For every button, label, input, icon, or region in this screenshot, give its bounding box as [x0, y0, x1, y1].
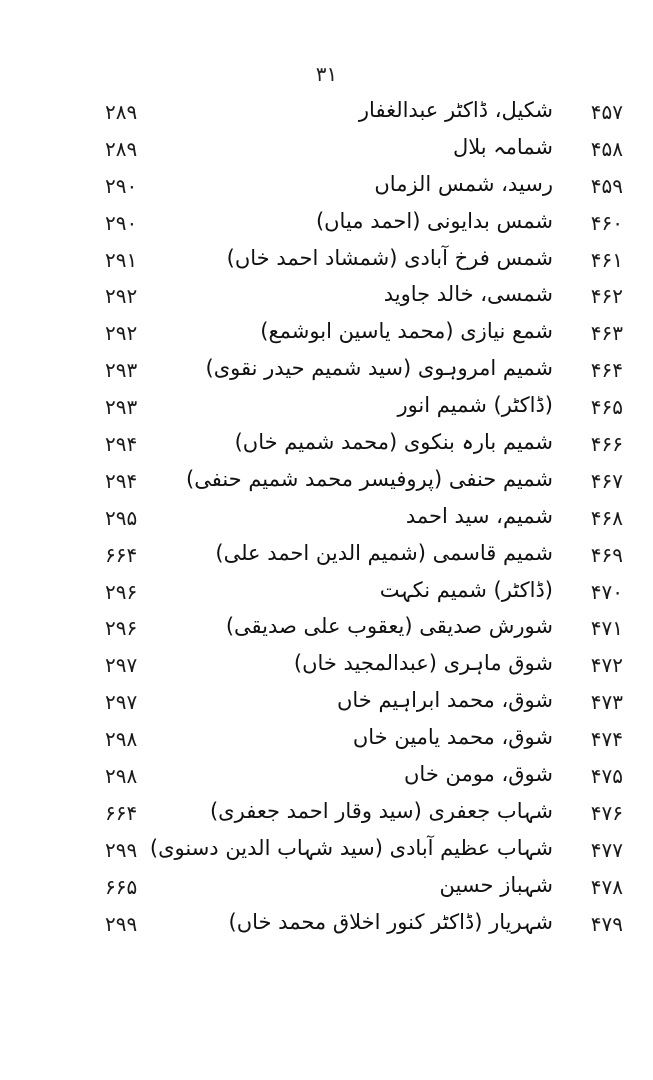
serial-number: ۴۶۰: [590, 210, 623, 235]
index-row: [0, 686, 653, 723]
page-reference: ۲۹۷: [105, 690, 138, 715]
serial-number: ۴۷۷: [590, 837, 623, 862]
index-row: [0, 133, 653, 170]
poet-name: شوق، محمد ابراہیم خاں: [336, 688, 553, 713]
serial-number: ۴۶۴: [590, 358, 623, 383]
page-reference: ۲۹۹: [105, 837, 138, 862]
page-reference: ۶۶۴: [105, 800, 138, 825]
index-row: [0, 723, 653, 760]
poet-name: شوق، مومن خاں: [404, 762, 553, 787]
serial-number: ۴۶۲: [590, 284, 623, 309]
page-reference: ۲۹۰: [105, 210, 138, 235]
index-row: [0, 871, 653, 908]
page-reference: ۲۹۶: [105, 579, 138, 604]
page-reference: ۲۹۸: [105, 727, 138, 752]
page-reference: ۲۸۹: [105, 136, 138, 161]
poet-name: شورش صدیقی (یعقوب علی صدیقی): [225, 614, 553, 639]
serial-number: ۴۶۵: [590, 395, 623, 420]
index-row: [0, 576, 653, 613]
serial-number: ۴۷۴: [590, 727, 623, 752]
page-reference: ۲۹۳: [105, 395, 138, 420]
serial-number: ۴۶۱: [590, 247, 623, 272]
serial-number: ۴۷۰: [590, 579, 623, 604]
index-row: [0, 391, 653, 428]
index-row: [0, 908, 653, 945]
page-number: ۳۱: [315, 62, 338, 86]
index-row: [0, 760, 653, 797]
serial-number: ۴۵۷: [590, 100, 623, 124]
poet-name: (ڈاکٹر) شمیم نکہت: [379, 577, 553, 602]
poet-name: شمع نیازی (محمد یاسین ابوشمع): [260, 319, 553, 344]
index-row: [0, 170, 653, 207]
index-list: [0, 96, 653, 944]
poet-name: شمیم امروہوی (سید شمیم حیدر نقوی): [205, 356, 553, 381]
page-reference: ۲۹۲: [105, 321, 138, 346]
serial-number: ۴۷۶: [590, 800, 623, 825]
poet-name: شکیل، ڈاکٹر عبدالغفار: [358, 98, 553, 122]
index-row: [0, 428, 653, 465]
poet-name: شمیم، سید احمد: [405, 503, 553, 528]
page-reference: ۲۸۹: [105, 100, 138, 124]
index-row: [0, 280, 653, 317]
serial-number: ۴۷۱: [590, 616, 623, 641]
serial-number: ۴۶۷: [590, 468, 623, 493]
index-row: [0, 465, 653, 502]
poet-name: رسید، شمس الزماں: [374, 171, 553, 196]
index-row: [0, 797, 653, 834]
index-row: [0, 317, 653, 354]
poet-name: شمیم بارہ بنکوی (محمد شمیم خاں): [234, 430, 553, 455]
serial-number: ۴۷۸: [590, 874, 623, 899]
serial-number: ۴۷۵: [590, 764, 623, 789]
page-reference: ۲۹۷: [105, 653, 138, 678]
page-reference: ۲۹۱: [105, 247, 138, 272]
serial-number: ۴۷۲: [590, 653, 623, 678]
poet-name: شمس بدایونی (احمد میاں): [315, 208, 553, 233]
poet-name: شہاب جعفری (سید وقار احمد جعفری): [209, 798, 553, 823]
serial-number: ۴۶۹: [590, 542, 623, 567]
poet-name: شمامہ بلال: [453, 134, 553, 159]
poet-name: شمسی، خالد جاوید: [383, 282, 553, 307]
page-reference: ۲۹۲: [105, 284, 138, 309]
page-reference: ۲۹۶: [105, 616, 138, 641]
poet-name: (ڈاکٹر) شمیم انور: [397, 393, 553, 418]
serial-number: ۴۶۶: [590, 432, 623, 457]
page-reference: ۲۹۹: [105, 911, 138, 936]
index-row: [0, 612, 653, 649]
page-reference: ۲۹۸: [105, 764, 138, 789]
index-row: [0, 539, 653, 576]
index-row: [0, 834, 653, 871]
serial-number: ۴۵۸: [590, 136, 623, 161]
serial-number: ۴۷۹: [590, 911, 623, 936]
page-reference: ۲۹۴: [105, 468, 138, 493]
poet-name: شمیم قاسمی (شمیم الدین احمد علی): [215, 540, 553, 565]
index-row: [0, 502, 653, 539]
poet-name: شہریار (ڈاکٹر کنور اخلاق محمد خاں): [228, 909, 553, 934]
index-row: [0, 649, 653, 686]
poet-name: شمیم حنفی (پروفیسر محمد شمیم حنفی): [186, 466, 553, 491]
serial-number: ۴۶۳: [590, 321, 623, 346]
index-row: [0, 244, 653, 281]
poet-name: شوق، محمد یامین خاں: [352, 725, 553, 750]
poet-name: شہاب عظیم آبادی (سید شہاب الدین دسنوی): [149, 835, 553, 860]
serial-number: ۴۷۳: [590, 690, 623, 715]
page-reference: ۶۶۵: [105, 874, 138, 899]
poet-name: شمس فرخ آبادی (شمشاد احمد خاں): [226, 245, 553, 270]
poet-name: شہباز حسین: [439, 872, 553, 897]
index-row: [0, 354, 653, 391]
poet-name: شوق ماہری (عبدالمجید خاں): [293, 651, 553, 676]
serial-number: ۴۵۹: [590, 173, 623, 198]
index-row: [0, 96, 653, 133]
page-reference: ۲۹۰: [105, 173, 138, 198]
page-reference: ۲۹۵: [105, 505, 138, 530]
index-row: [0, 207, 653, 244]
page-reference: ۲۹۴: [105, 432, 138, 457]
page-reference: ۶۶۴: [105, 542, 138, 567]
serial-number: ۴۶۸: [590, 505, 623, 530]
page-reference: ۲۹۳: [105, 358, 138, 383]
